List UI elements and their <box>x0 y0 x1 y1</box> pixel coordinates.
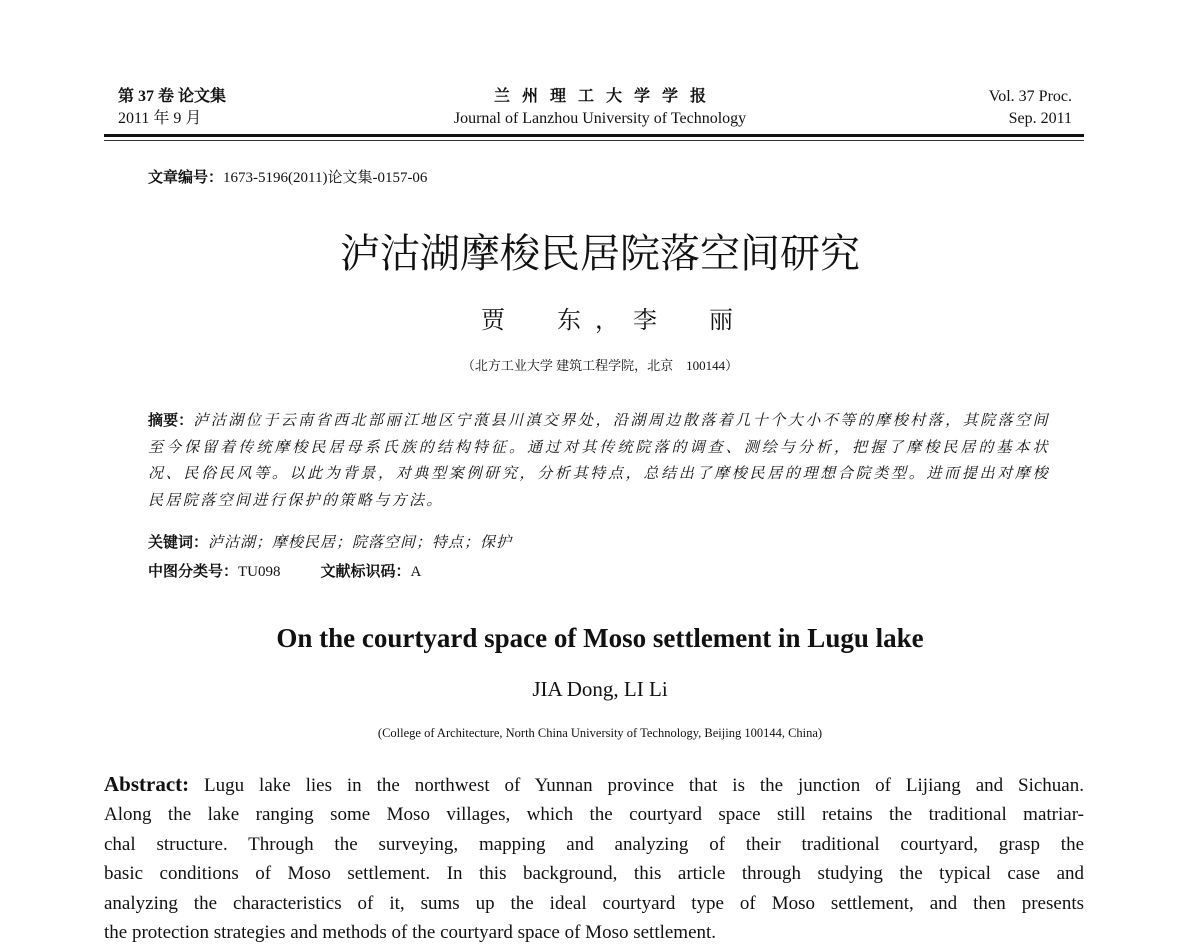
doc-code-value: A <box>410 564 422 580</box>
article-number-value: 1673-5196(2011)论文集-0157-06 <box>223 170 428 186</box>
keywords-cn-text: 泸沽湖；摩梭民居；院落空间；特点；保护 <box>208 535 513 551</box>
title-cn: 泸沽湖摩梭民居院落空间研究 <box>340 231 860 277</box>
abstract-cn <box>148 408 1050 514</box>
abstract-en-line: Along the lake ranging some Moso villages, which the courtyard space still retains the traditional matriar- <box>104 804 1084 826</box>
article-number <box>148 166 427 187</box>
header-date-en: Sep. 2011 <box>1008 110 1072 127</box>
header-journal <box>400 86 800 130</box>
article-number-label: 文章编号： <box>148 170 224 186</box>
header-issue-info <box>989 86 1072 130</box>
abstract-cn-text: 泸沽湖位于云南省西北部丽江地区宁蒗县川滇交界处，沿湖周边散落着几十个大小不等的摩梭村落，其院落空间至今保留着传统摩梭民居母系氏族的结构特征。通过对其传统院落的调查、测绘与分析，把握了摩梭民居的基本状况、民俗民风等。以此为背景，对典型案例研究，分析其特点，总结出了摩梭民居的理想合院类型。进而提出对摩梭民居院落空间进行保护的策略与方法。 <box>148 413 1050 509</box>
authors-en: JIA Dong, LI Li <box>532 677 668 701</box>
header-vol-en: Vol. 37 Proc. <box>988 88 1072 105</box>
doc-code-label: 文献标识码： <box>320 564 411 580</box>
header-rule-thin <box>104 140 1084 141</box>
class-number-label: 中图分类号： <box>148 564 239 580</box>
header-volume-line <box>118 86 226 108</box>
class-number-value: TU098 <box>238 564 281 580</box>
abstract-en-line: chal structure. Through the surveying, mapping and analyzing of their traditional courtyard, grasp the <box>104 833 1084 855</box>
authors-cn: 贾 东，李 丽 <box>481 308 747 334</box>
abstract-en-text: Lugu lake lies in the northwest of Yunnan province that is the junction of Lijiang and Sichuan. <box>189 775 1084 796</box>
header-date: 2011 年 9 月 <box>118 110 202 127</box>
keywords-cn-label: 关键词： <box>148 535 209 551</box>
abstract-en-line <box>104 770 1084 800</box>
header-volume-info <box>118 86 226 130</box>
affiliation-cn: （北方工业大学 建筑工程学院，北京 100144） <box>461 358 739 373</box>
header-proceedings: 论文集 <box>178 88 227 105</box>
abstract-cn-label: 摘要： <box>148 413 194 429</box>
title-en: On the courtyard space of Moso settlement in Lugu lake <box>276 623 924 653</box>
header-rule-thick <box>104 134 1084 137</box>
abstract-en-line: analyzing the characteristics of it, sums up the ideal courtyard type of Moso settlement, and then presents <box>104 892 1084 914</box>
classification-cn <box>148 561 421 583</box>
header-journal-cn: 兰州理工大学学报 <box>493 88 718 105</box>
header-journal-en: Journal of Lanzhou University of Technology <box>453 110 747 127</box>
abstract-en-line: the protection strategies and methods of the courtyard space of Moso settlement. <box>104 922 717 944</box>
abstract-en <box>104 770 1084 947</box>
header-volume: 第 37 卷 <box>118 88 175 105</box>
abstract-en-label: Abstract: <box>104 772 190 796</box>
affiliation-en: (College of Architecture, North China University of Technology, Beijing 100144, China) <box>377 726 823 740</box>
keywords-cn <box>148 532 512 554</box>
abstract-en-line: basic conditions of Moso settlement. In this background, this article through studying the typical case and <box>104 863 1084 885</box>
